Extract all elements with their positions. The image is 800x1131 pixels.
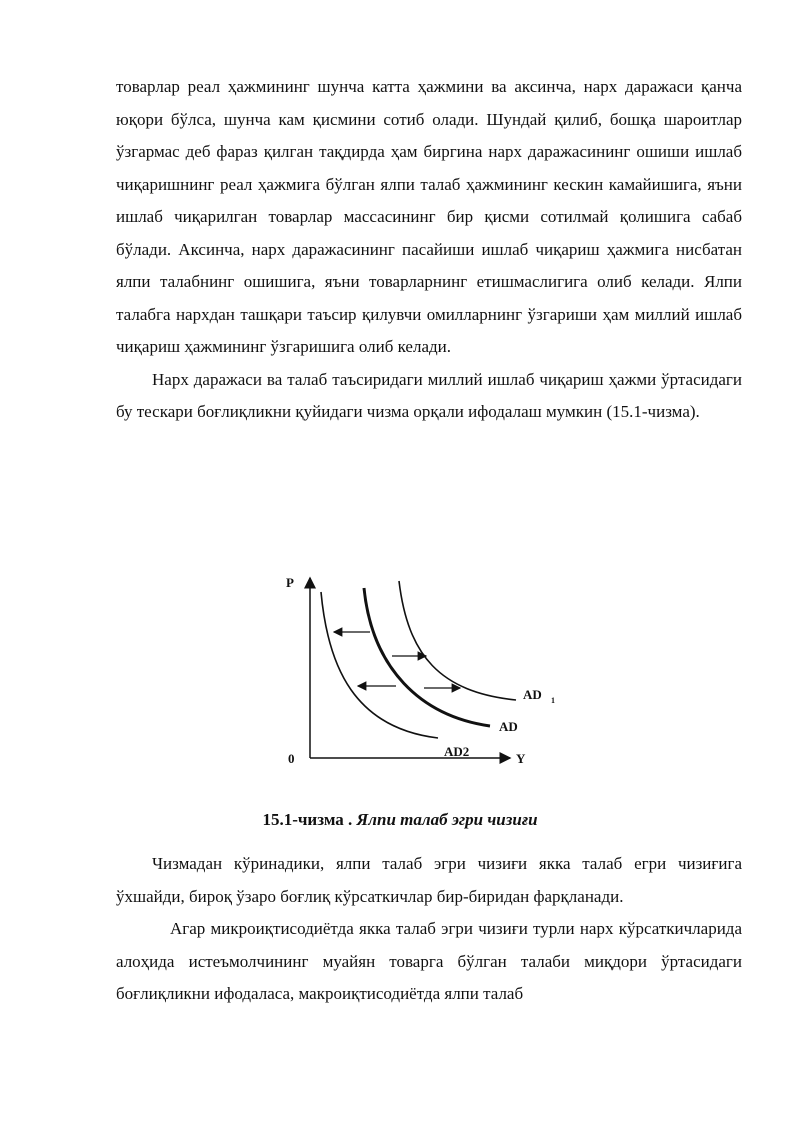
caption-title: Ялпи талаб эгри чизиғи — [356, 810, 538, 829]
aggregate-demand-diagram — [270, 568, 570, 778]
curve-ad2 — [321, 592, 438, 738]
paragraph: товарлар реал ҳажмининг шунча катта ҳажмини ва аксинча, нарх даражаси қанча юқори бўлса, шунча кам қисмини сотиб олади. Шундай қилиб, бошқа шароитлар ўзгармас деб фараз қилган тақдирда ҳам биргина нарх даражасининг ошиши ишлаб чиқаришнинг реал ҳажмига бўлган ялпи талаб ҳажмининг кескин камайишига, яъни ишлаб чиқарилган товарлар массасининг бир қисми сотилмай қолишига сабаб бўлади. Аксинча, нарх даражасининг пасайиши ишлаб чиқариш ҳажмига нисбатан ялпи талабнинг ошишига, яъни товарларнинг етишмаслигига олиб келади. Ялпи талабга нархдан ташқари таъсир қилувчи омилларнинг ўзгариши ҳам миллий ишлаб чиқариш ҳажмининг ўзгаришига олиб келади. — [116, 77, 742, 356]
body-text-bottom — [116, 848, 742, 1011]
figure-caption — [0, 810, 800, 830]
curve-label-ad1: AD — [523, 687, 542, 702]
curve-ad — [364, 588, 490, 726]
curve-ad1 — [399, 581, 516, 700]
origin-label: 0 — [288, 751, 295, 766]
curve-label-ad: AD — [499, 719, 518, 734]
caption-separator: . — [343, 810, 357, 829]
body-text-top — [116, 71, 742, 429]
axis-x-label: Y — [516, 751, 526, 766]
curve-label-ad1-subscript: 1 — [551, 696, 555, 705]
paragraph: Нарх даражаси ва талаб таъсиридаги миллий ишлаб чиқариш ҳажми ўртасидаги бу тескари боғлиқликни қуйидаги чизма орқали ифодалаш мумкин (15.1-чизма). — [116, 369, 742, 421]
axis-y-label: P — [286, 575, 294, 590]
paragraph: Чизмадан кўринадики, ялпи талаб эгри чизиғи якка талаб егри чизиғига ўхшайди, бироқ ўзаро боғлиқ кўрсаткичлар бир-биридан фарқланади. — [116, 854, 742, 906]
paragraph: Агар микроиқтисодиётда якка талаб эгри чизиғи турли нарх кўрсаткичларида алоҳида истеъмолчининг муайян товарга бўлган талаби миқдори ўртасидаги боғлиқликни ифодаласа, макроиқтисодиётда ялпи талаб — [116, 919, 742, 1003]
diagram-graphic — [270, 568, 570, 778]
curve-label-ad2: AD2 — [444, 744, 470, 759]
caption-number: 15.1-чизма — [262, 810, 344, 829]
